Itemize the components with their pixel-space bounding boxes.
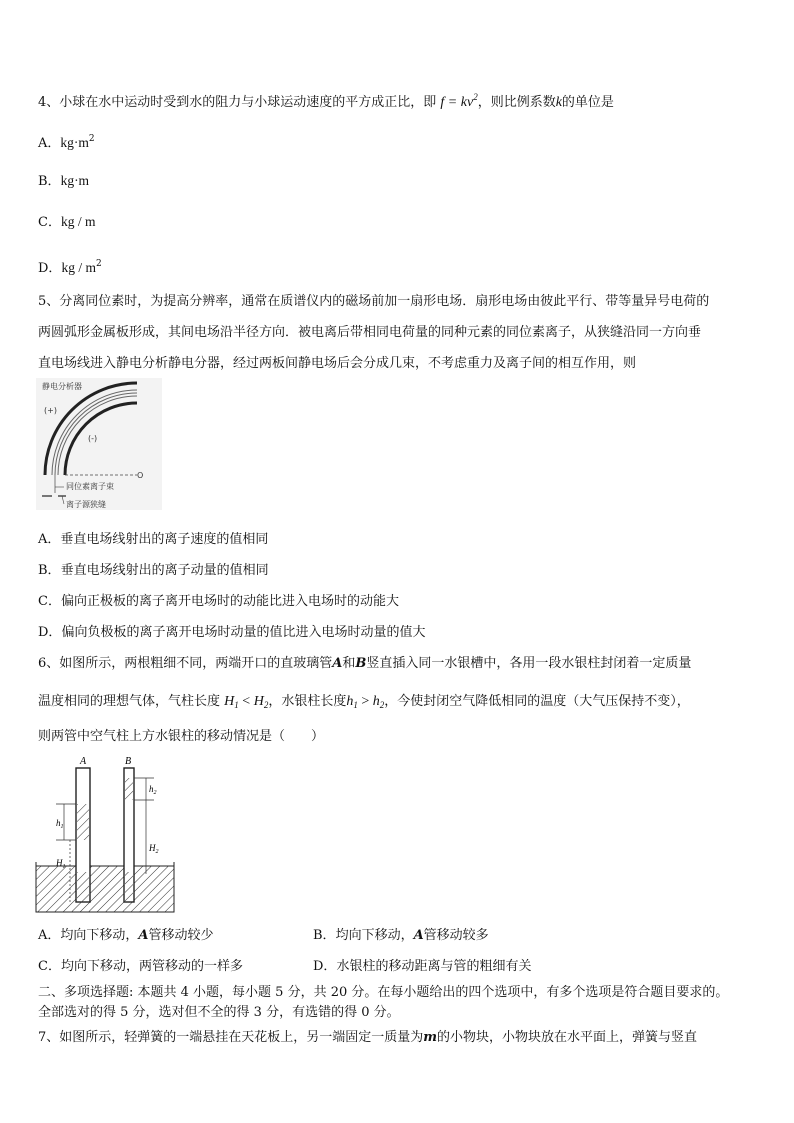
q7-stem (38, 1029, 764, 1047)
h2-label-sub: 2 (153, 790, 157, 796)
var-sub: 2 (379, 700, 385, 710)
tube-a-mercury-bottom (77, 872, 89, 902)
q4-stem-text-b: ，则比例系数 (477, 95, 556, 110)
H2-label (148, 843, 159, 855)
q4-stem-text: 4、小球在水中运动时受到水的阻力与小球运动速度的平方成正比，即 (38, 95, 437, 110)
q6-stem-line1 (38, 655, 764, 673)
q6-h-inequality (224, 694, 268, 709)
figure-title: 静电分析器 (42, 382, 82, 391)
q6-text: ，水银柱长度 (268, 694, 347, 709)
q5-option-a (38, 531, 764, 549)
option-label: D． (38, 261, 62, 276)
option-text: 管移动较多 (423, 928, 489, 943)
option-label: D． (38, 625, 62, 640)
option-unit: kg / m (60, 214, 96, 229)
q6-text: 温度相同的理想气体，气柱长度 (38, 694, 221, 709)
q4-option-b (38, 172, 764, 191)
q4-formula (440, 92, 478, 110)
h1-label-main: h (56, 818, 61, 828)
center-label: O (137, 471, 144, 480)
q5-stem-line2: 两圆弧形金属板形成，其间电场沿半径方向．被电离后带相同电荷量的同种元素的同位素离子，从狭缝沿同一方向垂 (38, 325, 702, 340)
beam-label: 同位素离子束 (66, 482, 114, 491)
q5-stem-line1: 5、分离同位素时，为提高分辨率，通常在质谱仪内的磁场前加一扇形电场．扇形电场由彼此平行、带等量异号电荷的 (38, 294, 710, 309)
H2-label-sub: 2 (155, 849, 159, 855)
tube-b-mercury-bottom (125, 872, 133, 902)
q4-k: k (555, 95, 562, 110)
q6-stem-line2 (38, 693, 764, 714)
q5-stem-line3: 直电场线进入静电分析静电分器，经过两板间静电场后会分成几束，不考虑重力及离子间的相互作用，则 (38, 356, 637, 371)
section-2-scoring: 全部选对的得 5 分，选对但不全的得 3 分，有选错的得 0 分。 (38, 1005, 400, 1020)
option-unit: kg·m (60, 173, 90, 188)
q6-option-b (313, 927, 764, 945)
option-unit: kg / m (61, 260, 96, 275)
tube-a-ref: A (332, 656, 343, 671)
q6-small-h-inequality (346, 694, 384, 709)
q6-text: ，今使封闭空气降低相同的温度（大气压保持不变）， (384, 694, 690, 709)
option-label: A． (38, 928, 61, 943)
tube-b-label: B (125, 756, 132, 767)
h2-label-main: h (149, 784, 154, 794)
q6-text: 6、如图所示，两根粗细不同，两端开口的直玻璃管 (38, 656, 333, 671)
option-label: C． (38, 959, 61, 974)
var: H (253, 694, 264, 709)
q5-option-b (38, 562, 764, 580)
negative-plate-label: (-) (88, 434, 98, 443)
q4-formula-text: f = kv (440, 95, 474, 110)
tube-a-label: A (80, 756, 87, 767)
slit-label: 离子源狭缝 (66, 500, 106, 509)
option-label: C． (38, 215, 61, 230)
q4-stem-text-c: 的单位是 (561, 95, 614, 110)
q6-stem-line3: 则两管中空气柱上方水银柱的移动情况是（ ） (38, 729, 325, 744)
option-label: B． (313, 928, 336, 943)
q5-option-c (38, 593, 764, 611)
option-label: B． (38, 174, 61, 189)
tube-b-mercury-column (125, 778, 133, 800)
option-label: B． (38, 563, 61, 578)
option-text: 偏向正极板的离子离开电场时的动能比进入电场时的动能大 (60, 594, 399, 609)
H1-label-sub: 1 (62, 864, 66, 870)
tube-a-ref: A (413, 928, 424, 943)
var: h (346, 694, 354, 709)
var: h (372, 694, 380, 709)
option-label: A． (38, 136, 61, 151)
var-sub: 1 (353, 700, 358, 710)
tube-b-ref: B (355, 656, 367, 671)
option-text: 均向下移动，两管移动的一样多 (60, 959, 243, 974)
tube-a-ref: A (138, 928, 149, 943)
h2-label (149, 784, 157, 796)
electrostatic-analyzer-figure (36, 378, 162, 510)
option-text: 垂直电场线射出的离子动量的值相同 (60, 563, 269, 578)
H2-label-main: H (149, 843, 156, 853)
var-sub: 1 (234, 700, 239, 710)
option-unit-exp: 2 (95, 259, 102, 269)
option-text: 水银柱的移动距离与管的粗细有关 (336, 959, 532, 974)
option-text: 偏向负极板的离子离开电场时动量的值比进入电场时动量的值大 (61, 625, 426, 640)
h1-label (56, 818, 64, 830)
option-unit: kg·m (60, 135, 89, 150)
section-2-heading: 二、多项选择题: 本题共 4 小题，每小题 5 分，共 20 分。在每小题给出的四个选项中，有多个选项是符合题目要求的。 (38, 985, 729, 1000)
option-text: 管移动较少 (148, 928, 214, 943)
var: H (224, 694, 235, 709)
tube-a-mercury-column (77, 804, 89, 840)
q4-option-a (38, 130, 764, 153)
positive-plate-label: (+) (44, 406, 57, 415)
H1-label-main: H (56, 858, 63, 868)
h1-label-sub: 1 (60, 824, 64, 830)
q6-option-d (313, 958, 764, 976)
option-unit-exp: 2 (88, 134, 95, 144)
option-text: 垂直电场线射出的离子速度的值相同 (60, 532, 269, 547)
operator: < (242, 694, 251, 709)
glass-tubes-figure (34, 754, 180, 916)
option-label: A． (38, 532, 61, 547)
q7-text: 的小物块，小物块放在水平面上，弹簧与竖直 (437, 1030, 698, 1045)
q5-option-d (38, 624, 764, 642)
q7-text: 7、如图所示，轻弹簧的一端悬挂在天花板上，另一端固定一质量为 (38, 1030, 424, 1045)
option-text: 均向下移动， (60, 928, 139, 943)
q4-option-d (38, 255, 764, 278)
q4-stem (38, 88, 764, 112)
q4-option-c (38, 213, 764, 232)
option-label: C． (38, 594, 61, 609)
var-sub: 2 (263, 700, 269, 710)
option-text: 均向下移动， (335, 928, 414, 943)
mercury-trough (36, 866, 174, 912)
q6-text: 竖直插入同一水银槽中，各用一段水银柱封闭着一定质量 (366, 656, 692, 671)
operator: > (361, 694, 370, 709)
q4-formula-exp: 2 (473, 92, 478, 102)
q6-text: 和 (342, 656, 356, 671)
q7-mass: m (423, 1030, 438, 1045)
option-label: D． (313, 959, 337, 974)
